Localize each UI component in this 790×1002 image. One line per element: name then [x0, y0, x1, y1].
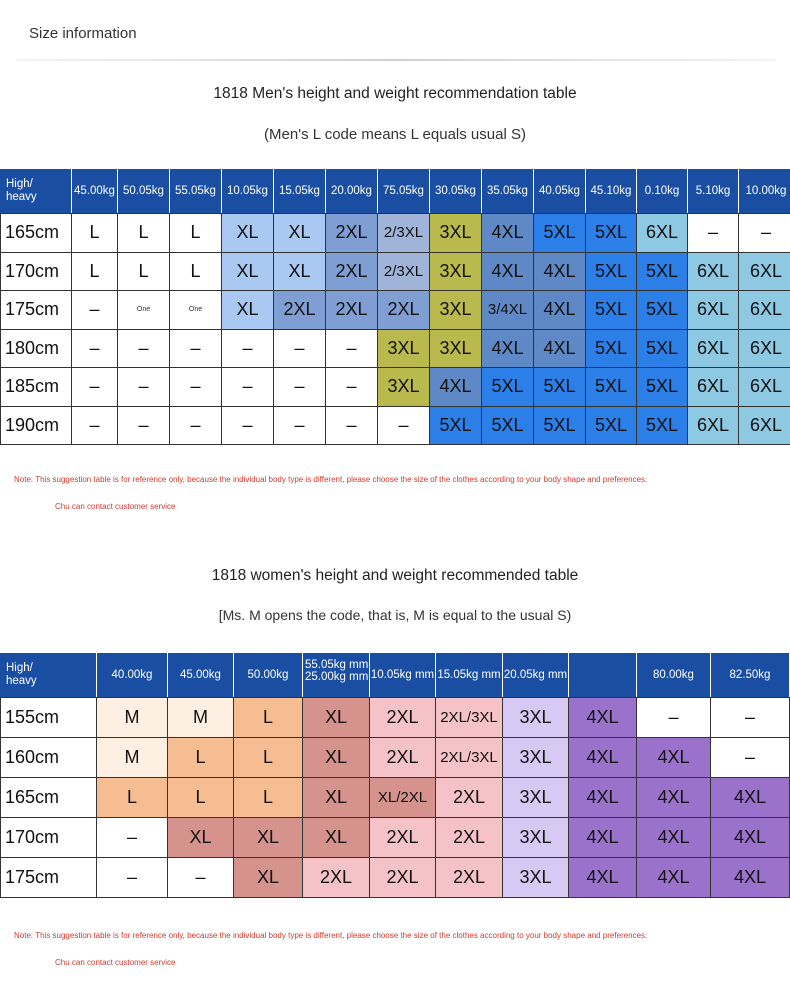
women-size-cell: 4XL	[637, 777, 711, 817]
women-size-cell: –	[637, 697, 711, 737]
men-size-cell: One	[118, 290, 170, 329]
men-note: Note: This suggestion table is for reference only, because the individual body type is different, please choose the size of the clothes according to your body shape and preferences.	[14, 475, 648, 484]
men-size-cell: 6XL	[688, 329, 739, 368]
men-header-weight: 30.05kg	[430, 169, 482, 213]
men-size-cell: 5XL	[637, 329, 688, 368]
men-size-cell: 2XL	[378, 290, 430, 329]
women-size-cell: –	[97, 857, 168, 897]
men-size-cell: –	[170, 329, 222, 368]
men-size-cell: –	[326, 329, 378, 368]
men-size-cell: 3XL	[378, 329, 430, 368]
men-row-height: 165cm	[0, 213, 72, 252]
men-header-weight: 20.00kg	[326, 169, 378, 213]
women-contact-note: Chu can contact customer service	[55, 958, 176, 967]
men-header-weight: 45.00kg	[72, 169, 118, 213]
women-header-corner: High/ heavy	[0, 653, 97, 697]
women-header-weight: 80.00kg	[637, 653, 711, 697]
men-header-weight: 55.05kg	[170, 169, 222, 213]
men-size-cell: 4XL	[534, 252, 586, 291]
women-header-weight: 15.05kg mm	[436, 653, 503, 697]
men-size-cell: 2XL	[326, 290, 378, 329]
men-size-cell: –	[72, 367, 118, 406]
men-row-height: 175cm	[0, 290, 72, 329]
men-size-cell: 5XL	[586, 367, 637, 406]
men-size-cell: 5XL	[430, 406, 482, 445]
women-header-weight: 45.00kg	[168, 653, 234, 697]
men-size-cell: L	[118, 213, 170, 252]
men-size-cell: –	[118, 329, 170, 368]
women-size-cell: XL	[168, 817, 234, 857]
men-size-cell: 5XL	[586, 213, 637, 252]
men-size-cell: 6XL	[739, 252, 790, 291]
women-size-cell: M	[168, 697, 234, 737]
men-size-cell: 3XL	[430, 213, 482, 252]
men-size-cell: 5XL	[586, 252, 637, 291]
women-table-subtitle: [Ms. M opens the code, that is, M is equal to the usual S)	[218, 607, 572, 623]
men-size-cell: –	[274, 329, 326, 368]
women-size-cell: 2XL	[370, 737, 436, 777]
men-size-cell: 5XL	[482, 367, 534, 406]
men-table-subtitle: (Men's L code means L equals usual S)	[264, 126, 526, 143]
men-size-cell: 6XL	[688, 367, 739, 406]
women-size-cell: 2XL/3XL	[436, 737, 503, 777]
men-size-cell: 4XL	[482, 329, 534, 368]
men-row-height: 185cm	[0, 367, 72, 406]
men-size-cell: –	[222, 329, 274, 368]
men-size-cell: 4XL	[534, 290, 586, 329]
women-size-cell: 4XL	[637, 857, 711, 897]
men-header-weight: 10.00kg	[739, 169, 790, 213]
men-size-cell: 5XL	[637, 406, 688, 445]
women-size-cell: XL	[303, 697, 370, 737]
women-header-weight: 82.50kg	[711, 653, 790, 697]
women-size-cell: 2XL	[436, 817, 503, 857]
women-size-cell: 4XL	[569, 777, 637, 817]
women-size-cell: 2XL	[303, 857, 370, 897]
men-size-cell: 6XL	[739, 329, 790, 368]
men-size-cell: 6XL	[688, 290, 739, 329]
women-size-cell: L	[234, 737, 303, 777]
women-size-cell: 2XL	[436, 857, 503, 897]
women-size-cell: 3XL	[503, 817, 569, 857]
men-size-cell: XL	[274, 252, 326, 291]
men-size-cell: 6XL	[739, 290, 790, 329]
men-size-cell: 2/3XL	[378, 213, 430, 252]
men-size-cell: 4XL	[482, 213, 534, 252]
men-size-cell: –	[72, 406, 118, 445]
women-size-cell: L	[97, 777, 168, 817]
men-size-cell: –	[326, 406, 378, 445]
men-header-weight: 15.05kg	[274, 169, 326, 213]
men-header-weight: 50.05kg	[118, 169, 170, 213]
men-header-weight: 75.05kg	[378, 169, 430, 213]
men-size-cell: 4XL	[534, 329, 586, 368]
women-size-cell: XL	[303, 777, 370, 817]
men-size-cell: XL	[222, 290, 274, 329]
men-row-height: 190cm	[0, 406, 72, 445]
men-size-cell: –	[222, 406, 274, 445]
men-size-cell: 5XL	[586, 406, 637, 445]
women-row-height: 160cm	[0, 737, 97, 777]
men-size-cell: –	[274, 367, 326, 406]
men-row-height: 170cm	[0, 252, 72, 291]
men-header-weight: 0.10kg	[637, 169, 688, 213]
men-size-cell: 5XL	[534, 367, 586, 406]
women-size-cell: L	[168, 777, 234, 817]
women-size-cell: 3XL	[503, 737, 569, 777]
women-size-cell: L	[168, 737, 234, 777]
men-size-cell: 6XL	[739, 367, 790, 406]
men-contact-note: Chu can contact customer service	[55, 502, 176, 511]
men-size-cell: 2/3XL	[378, 252, 430, 291]
women-size-cell: XL	[234, 857, 303, 897]
women-size-cell: –	[711, 737, 790, 777]
men-size-cell: 2XL	[326, 213, 378, 252]
women-size-cell: 4XL	[569, 737, 637, 777]
men-size-cell: –	[739, 213, 790, 252]
women-header-weight: 10.05kg mm	[370, 653, 436, 697]
men-size-cell: One	[170, 290, 222, 329]
women-size-cell: XL	[234, 817, 303, 857]
men-table-title: 1818 Men's height and weight recommendation table	[213, 85, 577, 102]
men-size-cell: XL	[222, 213, 274, 252]
women-size-cell: 4XL	[711, 857, 790, 897]
women-size-cell: L	[234, 697, 303, 737]
women-header-weight: 20.05kg mm	[503, 653, 569, 697]
men-size-cell: –	[72, 290, 118, 329]
men-size-cell: 2XL	[274, 290, 326, 329]
men-size-cell: L	[170, 213, 222, 252]
men-size-cell: –	[378, 406, 430, 445]
men-size-cell: 5XL	[637, 290, 688, 329]
men-size-cell: 4XL	[430, 367, 482, 406]
women-size-cell: 2XL	[436, 777, 503, 817]
women-row-height: 155cm	[0, 697, 97, 737]
women-size-cell: 2XL	[370, 857, 436, 897]
men-header-weight: 10.05kg	[222, 169, 274, 213]
men-size-cell: –	[222, 367, 274, 406]
men-size-cell: 6XL	[688, 252, 739, 291]
men-size-cell: 5XL	[534, 213, 586, 252]
women-size-cell: 4XL	[711, 817, 790, 857]
men-size-cell: 5XL	[637, 252, 688, 291]
women-size-cell: 3XL	[503, 697, 569, 737]
women-row-height: 170cm	[0, 817, 97, 857]
men-header-weight: 5.10kg	[688, 169, 739, 213]
women-size-cell: 4XL	[569, 697, 637, 737]
men-size-cell: 3/4XL	[482, 290, 534, 329]
men-header-weight: 45.10kg	[586, 169, 637, 213]
men-size-cell: XL	[274, 213, 326, 252]
men-size-table	[0, 169, 790, 445]
men-size-cell: –	[72, 329, 118, 368]
men-size-cell: L	[72, 213, 118, 252]
men-size-cell: 5XL	[534, 406, 586, 445]
women-size-cell: 4XL	[569, 817, 637, 857]
men-size-cell: 3XL	[430, 252, 482, 291]
women-note: Note: This suggestion table is for reference only, because the individual body type is different, please choose the size of the clothes according to your body shape and preferences.	[14, 931, 648, 940]
men-size-cell: 6XL	[688, 406, 739, 445]
men-size-cell: –	[118, 406, 170, 445]
men-size-cell: L	[118, 252, 170, 291]
men-row-height: 180cm	[0, 329, 72, 368]
women-row-height: 175cm	[0, 857, 97, 897]
women-header-weight: 40.00kg	[97, 653, 168, 697]
women-size-cell: L	[234, 777, 303, 817]
men-header-corner: High/ heavy	[0, 169, 72, 213]
men-size-cell: 5XL	[586, 290, 637, 329]
women-size-cell: 2XL	[370, 697, 436, 737]
men-header-weight: 40.05kg	[534, 169, 586, 213]
men-size-cell: –	[326, 367, 378, 406]
men-size-cell: 3XL	[430, 290, 482, 329]
women-size-cell: 4XL	[637, 817, 711, 857]
men-size-cell: 6XL	[637, 213, 688, 252]
women-size-cell: M	[97, 737, 168, 777]
women-row-height: 165cm	[0, 777, 97, 817]
women-header-weight: 50.00kg	[234, 653, 303, 697]
women-size-cell: –	[168, 857, 234, 897]
men-size-cell: –	[170, 367, 222, 406]
women-size-cell: 4XL	[569, 857, 637, 897]
men-size-cell: L	[72, 252, 118, 291]
divider	[16, 59, 776, 61]
men-size-cell: 3XL	[378, 367, 430, 406]
women-size-cell: XL	[303, 737, 370, 777]
men-size-cell: –	[688, 213, 739, 252]
men-size-cell: –	[118, 367, 170, 406]
women-size-cell: 4XL	[637, 737, 711, 777]
men-size-cell: 5XL	[586, 329, 637, 368]
women-size-cell: 3XL	[503, 857, 569, 897]
women-size-cell: 2XL/3XL	[436, 697, 503, 737]
women-size-cell: 4XL	[711, 777, 790, 817]
men-size-cell: –	[274, 406, 326, 445]
men-size-cell: 6XL	[739, 406, 790, 445]
section-title: Size information	[29, 25, 137, 42]
men-size-cell: XL	[222, 252, 274, 291]
men-size-cell: 5XL	[637, 367, 688, 406]
men-header-weight: 35.05kg	[482, 169, 534, 213]
men-size-cell: 5XL	[482, 406, 534, 445]
men-size-cell: 3XL	[430, 329, 482, 368]
women-size-cell: –	[711, 697, 790, 737]
women-size-cell: 2XL	[370, 817, 436, 857]
women-size-cell: 3XL	[503, 777, 569, 817]
women-size-cell: XL	[303, 817, 370, 857]
men-size-cell: –	[170, 406, 222, 445]
men-size-cell: L	[170, 252, 222, 291]
women-table-title: 1818 women's height and weight recommended table	[211, 567, 579, 584]
women-header-weight	[569, 653, 637, 697]
women-size-cell: M	[97, 697, 168, 737]
women-size-cell: XL/2XL	[370, 777, 436, 817]
men-size-cell: 2XL	[326, 252, 378, 291]
women-size-cell: –	[97, 817, 168, 857]
women-size-table	[0, 653, 790, 898]
men-size-cell: 4XL	[482, 252, 534, 291]
women-header-weight: 55.05kg mm 25.00kg mm	[303, 653, 370, 697]
